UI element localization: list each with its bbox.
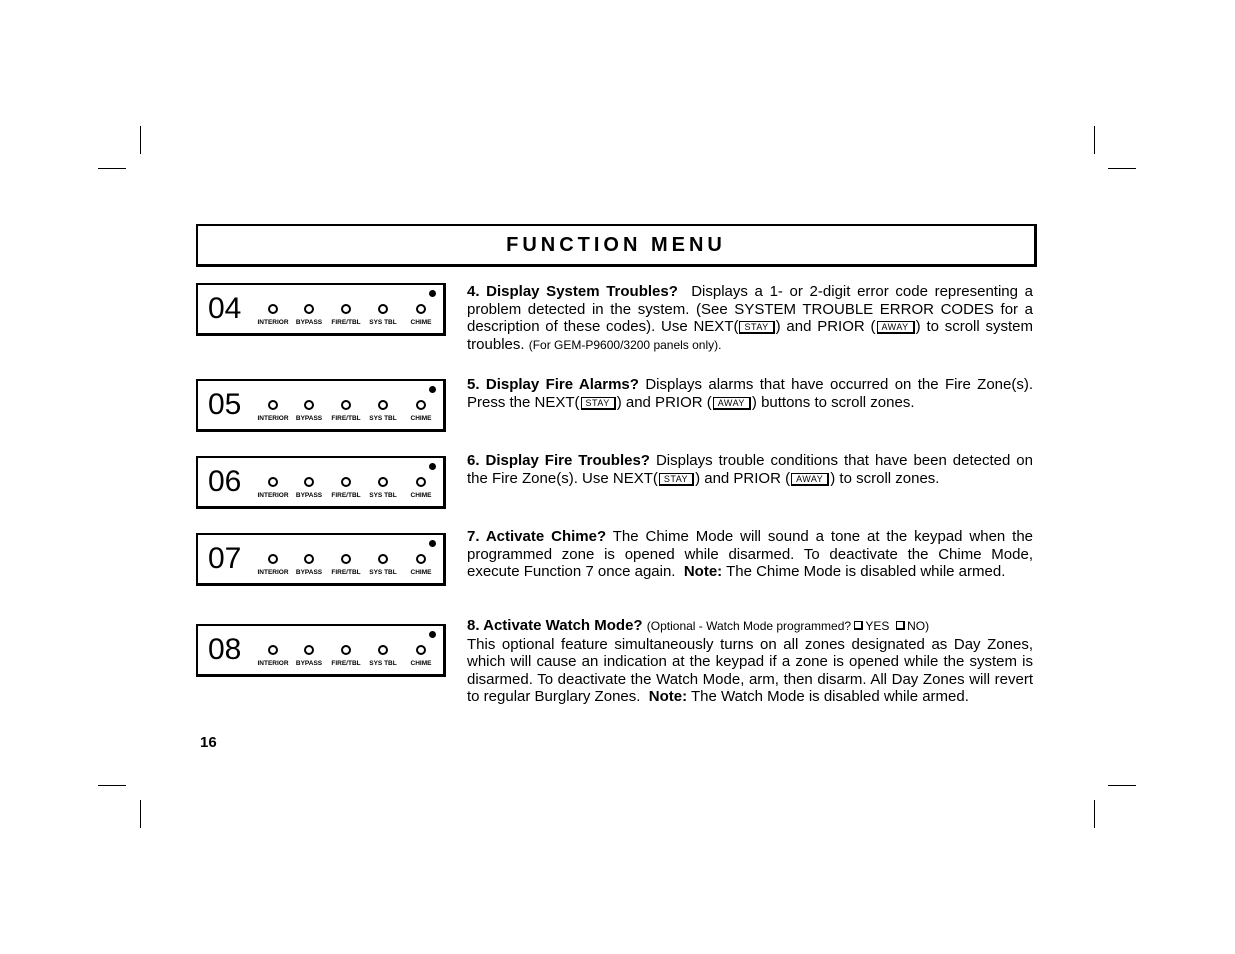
crop-mark [1108, 168, 1136, 169]
yes-option: YES [865, 619, 890, 633]
led-label: FIRE/TBL [331, 492, 361, 499]
led-ring-icon [268, 400, 278, 410]
item-8-text: The Watch Mode is disabled while armed. [691, 688, 969, 706]
zone-code: 07 [208, 542, 242, 575]
item-8-title: 8. Activate Watch Mode? [467, 617, 643, 634]
led-label: INTERIOR [257, 660, 289, 667]
zone-code: 06 [208, 465, 242, 498]
item-4-title: 4. Display System Troubles? [467, 283, 678, 300]
keypad-display [196, 533, 446, 586]
led-ring-icon [341, 304, 351, 314]
led-ring-icon [341, 645, 351, 655]
item-5-text: ) and PRIOR ( [616, 393, 712, 411]
led-label: FIRE/TBL [331, 319, 361, 326]
zone-code: 08 [208, 633, 242, 666]
led-ring-icon [268, 477, 278, 487]
item-5-description [467, 376, 1033, 411]
zone-code: 05 [208, 388, 242, 421]
led-label: BYPASS [295, 319, 323, 326]
item-5-text: Displays alarms that have occurred on the Fire Zone(s). Press the NEXT( [467, 376, 1034, 411]
led-label: INTERIOR [257, 492, 289, 499]
led-label: CHIME [410, 415, 432, 422]
item-6-text: Displays trouble conditions that have been detected on the Fire Zone(s). Use NEXT( [467, 452, 1033, 487]
zone-code: 04 [208, 292, 242, 325]
led-indicator [391, 400, 451, 422]
led-label: SYS TBL [369, 492, 397, 499]
led-ring-icon [378, 645, 388, 655]
crop-mark [98, 168, 126, 169]
item-4-text: ) and PRIOR ( [775, 318, 876, 336]
led-ring-icon [378, 477, 388, 487]
item-5-text: ) buttons to scroll zones. [751, 393, 915, 411]
item-8-description [467, 617, 1033, 706]
item-8-option [647, 619, 929, 633]
checkbox-icon [854, 621, 863, 630]
led-label: BYPASS [295, 569, 323, 576]
stay-key-icon: STAY [581, 397, 616, 410]
status-dot-icon [429, 631, 436, 638]
led-ring-icon [268, 645, 278, 655]
led-label: CHIME [410, 319, 432, 326]
keypad-display [196, 379, 446, 432]
led-ring-icon [304, 645, 314, 655]
led-ring-icon [416, 400, 426, 410]
led-indicator [391, 477, 451, 499]
crop-mark [1108, 785, 1136, 786]
page-number: 16 [200, 734, 217, 751]
led-ring-icon [378, 304, 388, 314]
item-7-description [467, 528, 1033, 581]
page-title: FUNCTION MENU [506, 233, 726, 256]
note-label: Note: [648, 688, 688, 706]
led-label: INTERIOR [257, 569, 289, 576]
item-6-description [467, 452, 1033, 487]
led-ring-icon [378, 400, 388, 410]
crop-mark [140, 126, 141, 154]
item-4-note: (For GEM-P9600/3200 panels only). [528, 337, 722, 352]
led-indicator [391, 304, 451, 326]
led-label: FIRE/TBL [331, 660, 361, 667]
section-header [196, 224, 1037, 267]
led-indicator [391, 554, 451, 576]
led-label: INTERIOR [257, 415, 289, 422]
crop-mark [1094, 126, 1095, 154]
item-7-title: 7. Activate Chime? [467, 528, 607, 545]
led-ring-icon [341, 400, 351, 410]
led-label: BYPASS [295, 415, 323, 422]
no-option: NO) [907, 619, 930, 633]
led-label: SYS TBL [369, 415, 397, 422]
away-key-icon: AWAY [877, 321, 915, 334]
item-8-text: This optional feature simultaneously turns on all zones designated as Day Zones, which will cause an indication at the keypad if a zone is opened while the system is disarmed. To deactivate the Watch Mode, arm, then disarm. All Day Zones will revert to regular Burglary Zones. [467, 635, 1033, 706]
item-8-option-text: (Optional - Watch Mode programmed? [646, 619, 852, 633]
led-label: SYS TBL [369, 569, 397, 576]
item-7-text: The Chime Mode is disabled while armed. [726, 563, 1006, 581]
led-ring-icon [416, 554, 426, 564]
item-5-title: 5. Display Fire Alarms? [467, 376, 639, 393]
led-ring-icon [304, 477, 314, 487]
note-label: Note: [683, 563, 723, 581]
item-6-title: 6. Display Fire Troubles? [467, 452, 650, 469]
item-4-text: ) to scroll system troubles. [467, 318, 1034, 353]
led-ring-icon [268, 554, 278, 564]
led-label: INTERIOR [257, 319, 289, 326]
stay-key-icon: STAY [739, 321, 774, 334]
led-label: BYPASS [295, 492, 323, 499]
led-indicator [391, 645, 451, 667]
led-label: CHIME [410, 660, 432, 667]
item-7-text: The Chime Mode will sound a tone at the keypad when the programmed zone is opened while disarmed. To deactivate the Chime Mode, execute Function 7 once again. [467, 528, 1034, 581]
crop-mark [98, 785, 126, 786]
led-label: CHIME [410, 492, 432, 499]
led-ring-icon [416, 477, 426, 487]
status-dot-icon [429, 540, 436, 547]
item-4-text: Displays a 1- or 2-digit error code representing a problem detected in the system. (See SYSTEM TROUBLE ERROR CODES for a description of these codes). Use NEXT( [467, 283, 1033, 336]
led-label: CHIME [410, 569, 432, 576]
crop-mark [1094, 800, 1095, 828]
status-dot-icon [429, 463, 436, 470]
led-label: SYS TBL [369, 660, 397, 667]
led-ring-icon [304, 304, 314, 314]
led-ring-icon [341, 477, 351, 487]
keypad-display [196, 283, 446, 336]
stay-key-icon: STAY [659, 473, 694, 486]
led-label: SYS TBL [369, 319, 397, 326]
away-key-icon: AWAY [791, 473, 829, 486]
keypad-display [196, 624, 446, 677]
away-key-icon: AWAY [713, 397, 751, 410]
led-ring-icon [416, 304, 426, 314]
keypad-display [196, 456, 446, 509]
led-label: FIRE/TBL [331, 569, 361, 576]
status-dot-icon [429, 290, 436, 297]
status-dot-icon [429, 386, 436, 393]
led-ring-icon [378, 554, 388, 564]
item-4-description [467, 283, 1033, 354]
led-ring-icon [304, 554, 314, 564]
led-ring-icon [268, 304, 278, 314]
led-label: BYPASS [295, 660, 323, 667]
item-6-text: ) to scroll zones. [830, 469, 940, 487]
crop-mark [140, 800, 141, 828]
led-label: FIRE/TBL [331, 415, 361, 422]
led-ring-icon [416, 645, 426, 655]
led-ring-icon [341, 554, 351, 564]
checkbox-icon [896, 621, 905, 630]
led-ring-icon [304, 400, 314, 410]
item-6-text: ) and PRIOR ( [695, 469, 791, 487]
